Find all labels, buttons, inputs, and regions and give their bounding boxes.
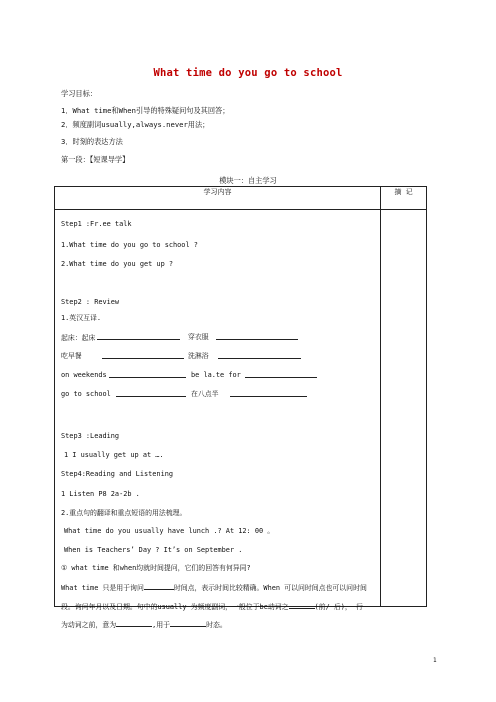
review-item: on weekends — [61, 371, 107, 379]
example-sentence-2: When is Teachers’ Day ? It’s on September . — [64, 546, 243, 554]
goal-3: 3．时刻的表达方法 — [61, 137, 123, 146]
notes-cell — [381, 210, 427, 607]
blank-line — [218, 352, 301, 359]
paragraph-text: 段。询问年月以及日期。句中的usually 为频度副词，一般位于be动词之 — [61, 603, 289, 611]
review-item: 洗淋浴 — [188, 352, 209, 360]
paragraph-text: 为动词之前，意为 — [61, 621, 117, 629]
paragraph-line-1 — [61, 583, 367, 593]
paragraph-text: (前/ 后)， 行 — [314, 603, 363, 611]
review-item: 吃早餐 — [61, 352, 82, 360]
blank-line — [170, 620, 206, 627]
step4-heading: Step4:Reading and Listening — [61, 470, 174, 478]
blank-line — [102, 352, 184, 359]
goal-2: 2．频度副词usually,always.never用法； — [61, 120, 210, 129]
question-1: 1.What time do you go to school ? — [61, 241, 198, 249]
section-heading: 第一段：【短课导学】 — [61, 155, 130, 164]
blank-line — [289, 602, 315, 609]
blank-line — [230, 390, 307, 397]
key-points-heading: 2.重点句的翻译和重点短语的用法梳理。 — [61, 509, 187, 517]
content-cell — [55, 210, 381, 629]
blank-line — [216, 333, 298, 340]
blank-line — [97, 333, 180, 340]
review-item: 起床：起床 — [61, 334, 96, 342]
paragraph-text: ,用于 — [152, 621, 171, 629]
question-2: 2.What time do you get up ? — [61, 260, 174, 268]
review-item: 穿衣服 — [188, 333, 209, 341]
page-number: 1 — [433, 657, 437, 664]
review-item: go to school — [61, 390, 111, 398]
blank-line — [109, 371, 186, 378]
goal-1: 1．What time和When引导的特殊疑问句及其回答； — [61, 106, 230, 115]
blank-line — [116, 620, 152, 627]
leading-sentence: 1 I usually get up at …. — [64, 451, 164, 459]
step1-heading: Step1 :Fr.ee talk — [61, 220, 132, 228]
goals-heading: 学习目标： — [61, 89, 97, 98]
blank-line — [116, 390, 186, 397]
example-sentence-1: What time do you usually have lunch .? At 12: 00 。 — [64, 527, 275, 535]
paragraph-line-2 — [61, 602, 363, 612]
paragraph-text: 时态。 — [206, 621, 227, 629]
review-row-1 — [61, 333, 209, 343]
module-title: 模块一：自主学习 — [219, 176, 277, 185]
step2-heading: Step2 : Review — [61, 298, 120, 306]
question-what-time-when: ① what time 和when均就时间提问，它们的回答有何异同? — [61, 564, 251, 572]
blank-line — [144, 583, 174, 590]
listen-task: 1 Listen P8 2a-2b . — [61, 490, 140, 498]
paragraph-text: What time 只是用于询问 — [61, 584, 144, 592]
review-item: 在八点半 — [191, 390, 219, 398]
document-title: What time do you go to school — [153, 67, 343, 79]
review-row-2 — [61, 352, 209, 361]
paragraph-line-3 — [61, 620, 227, 630]
review-row-4 — [61, 390, 219, 399]
header-notes: 摘 记 — [381, 187, 427, 210]
blank-line — [245, 371, 317, 378]
translate-heading: 1.英汉互译. — [61, 314, 102, 322]
review-row-3 — [61, 371, 241, 380]
paragraph-text: 时间点，表示时间比较精确。When 可以问时间点也可以问时间 — [173, 584, 367, 592]
study-table — [54, 186, 427, 629]
step3-heading: Step3 :Leading — [61, 432, 120, 440]
review-item: be la.te for — [191, 371, 241, 379]
header-content: 学习内容 — [55, 187, 381, 210]
